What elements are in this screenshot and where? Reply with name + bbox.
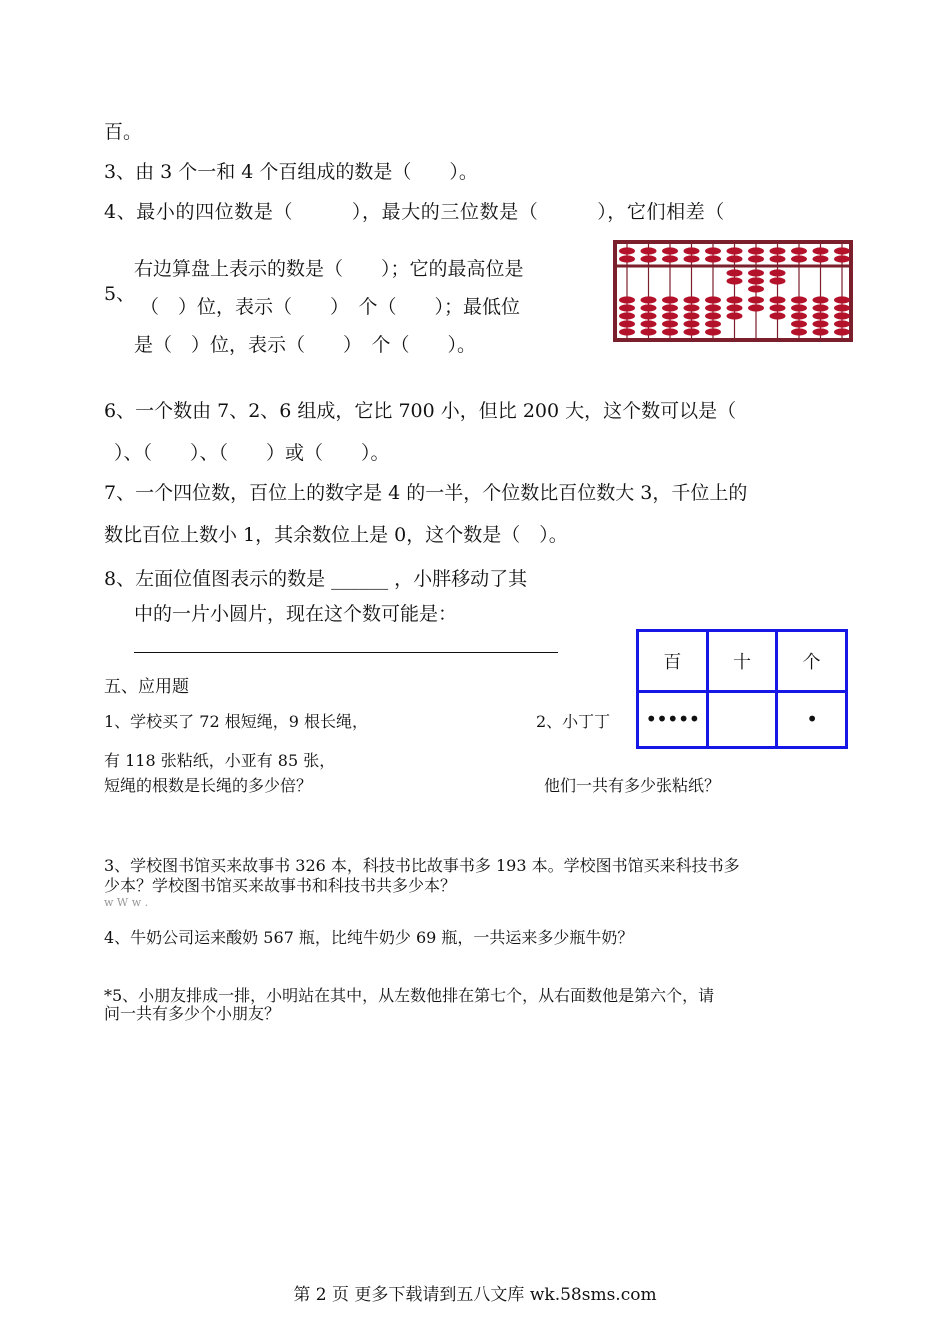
application-5-line-1: *5、小朋友排成一排，小明站在其中，从左数他排在第七个，从右面数他是第六个，请 [104,986,715,1005]
abacus-bead [834,255,850,262]
abacus-bead [705,320,721,327]
place-value-cell-tens [707,691,777,747]
abacus-bead [641,312,657,319]
abacus-bead [727,277,743,284]
question-6-line-2: ）、（ ）、（ ）或（ ）。 [114,442,390,464]
abacus-bead [813,304,829,311]
question-8-line-2: 中的一片小圆片，现在这个数可能是： [134,603,458,625]
question-5-line-1: 右边算盘上表示的数是（ ）；它的最高位是 [134,258,524,280]
abacus-bead [770,304,786,311]
abacus-bead [813,255,829,262]
line-hundred: 百。 [104,121,143,143]
abacus-bead [748,269,764,276]
question-5-line-3: 是（ ）位，表示（ ） 个（ ）。 [134,334,477,356]
application-1-line-2: 短绳的根数是长绳的多少倍？ [104,776,313,795]
question-3: 3、由 3 个一和 4 个百组成的数是（ ）。 [104,161,478,183]
abacus-bead [834,247,850,254]
abacus-bead [770,247,786,254]
abacus-bead [748,247,764,254]
abacus-bead [705,247,721,254]
application-5-line-2: 问一共有多少个小朋友？ [104,1004,281,1023]
abacus-bead [641,328,657,335]
abacus-bead [662,312,678,319]
place-value-table [636,629,848,749]
abacus-bead [748,277,764,284]
question-7-line-1: 7、一个四位数，百位上的数字是 4 的一半，个位数比百位数大 3，千位上的 [104,482,748,504]
abacus-bead [619,304,635,311]
abacus-bead [770,277,786,284]
abacus-bead [791,296,807,303]
abacus-bead [727,255,743,262]
abacus-bead [770,269,786,276]
abacus-bead [834,304,850,311]
page-footer: 第 2 页 更多下载请到五八文库 wk.58sms.com [293,1285,657,1305]
question-5-number: 5、 [104,283,136,305]
abacus-bead [684,296,700,303]
abacus-bead [684,312,700,319]
place-value-header-hundreds: 百 [638,631,708,692]
abacus-bead [641,304,657,311]
abacus-bead [791,320,807,327]
abacus-bead [748,304,764,311]
abacus-bead [813,247,829,254]
abacus-image [613,240,853,342]
abacus-bead [727,312,743,319]
application-1-line-1: 1、学校买了 72 根短绳，9 根长绳， [104,712,368,731]
abacus-bead [770,312,786,319]
abacus-bead [770,296,786,303]
abacus-bead [727,247,743,254]
place-value-header-tens: 十 [707,631,777,692]
abacus-bead [684,304,700,311]
abacus-bead [662,304,678,311]
abacus-bead [619,296,635,303]
abacus-bead [705,312,721,319]
watermark-text: w W w . [104,896,149,909]
place-value-cell-hundreds: ••••• [638,691,708,747]
abacus-bead [748,285,764,292]
question-5-line-2: （ ）位，表示（ ） 个（ ）；最低位 [140,296,521,318]
abacus-bead [619,255,635,262]
abacus-bead [791,255,807,262]
place-value-header-ones: 个 [777,631,847,692]
answer-line [134,652,558,653]
abacus-bead [748,296,764,303]
abacus-bead [684,328,700,335]
question-6-line-1: 6、一个数由 7、2、6 组成，它比 700 小，但比 200 大，这个数可以是（ [104,400,737,422]
abacus-bead [662,296,678,303]
abacus-bead [641,320,657,327]
abacus-bead [662,320,678,327]
abacus-bead [619,320,635,327]
application-2-line-3: 他们一共有多少张粘纸？ [544,776,721,795]
abacus-bead [641,255,657,262]
abacus-bead [834,328,850,335]
abacus-bead [834,320,850,327]
abacus-bead [684,255,700,262]
abacus-bead [791,312,807,319]
abacus-bead [619,247,635,254]
question-4: 4、最小的四位数是（ ），最大的三位数是（ ），它们相差（ [104,201,725,223]
question-7-line-2: 数比百位上数小 1，其余数位上是 0，这个数是（ ）。 [104,524,568,546]
application-2-line-1: 2、小丁丁 [536,712,611,731]
abacus-bead [662,247,678,254]
abacus-bead [727,269,743,276]
abacus-bead [641,247,657,254]
abacus-bead [662,328,678,335]
abacus-bead [748,255,764,262]
abacus-bead [619,312,635,319]
abacus-bead [791,304,807,311]
application-3-line-2: 少本？学校图书馆买来故事书和科技书共多少本？ [104,876,457,895]
abacus-bead [813,296,829,303]
abacus-bead [684,247,700,254]
application-4: 4、牛奶公司运来酸奶 567 瓶，比纯牛奶少 69 瓶，一共运来多少瓶牛奶？ [104,928,634,947]
abacus-bead [834,296,850,303]
question-8-line-1: 8、左面位值图表示的数是 ______ ，小胖移动了其 [104,568,528,590]
application-3-line-1: 3、学校图书馆买来故事书 326 本，科技书比故事书多 193 本。学校图书馆买来科技书多 [104,856,740,875]
abacus-bead [727,296,743,303]
abacus-bead [641,296,657,303]
place-value-cell-ones: • [777,691,847,747]
abacus-bead [705,304,721,311]
abacus-bead [834,312,850,319]
abacus-bead [791,247,807,254]
abacus-bead [813,328,829,335]
abacus-bead [705,296,721,303]
abacus-bead [619,328,635,335]
abacus-bead [705,328,721,335]
section-heading-applications: 五、应用题 [104,677,189,697]
abacus-bead [791,328,807,335]
abacus-bead [662,255,678,262]
abacus-bead [705,255,721,262]
abacus-bead [770,255,786,262]
abacus-bead [813,312,829,319]
application-2-line-2: 有 118 张粘纸，小亚有 85 张， [104,751,336,770]
abacus-bead [727,304,743,311]
abacus-bead [813,320,829,327]
abacus-bead [684,320,700,327]
